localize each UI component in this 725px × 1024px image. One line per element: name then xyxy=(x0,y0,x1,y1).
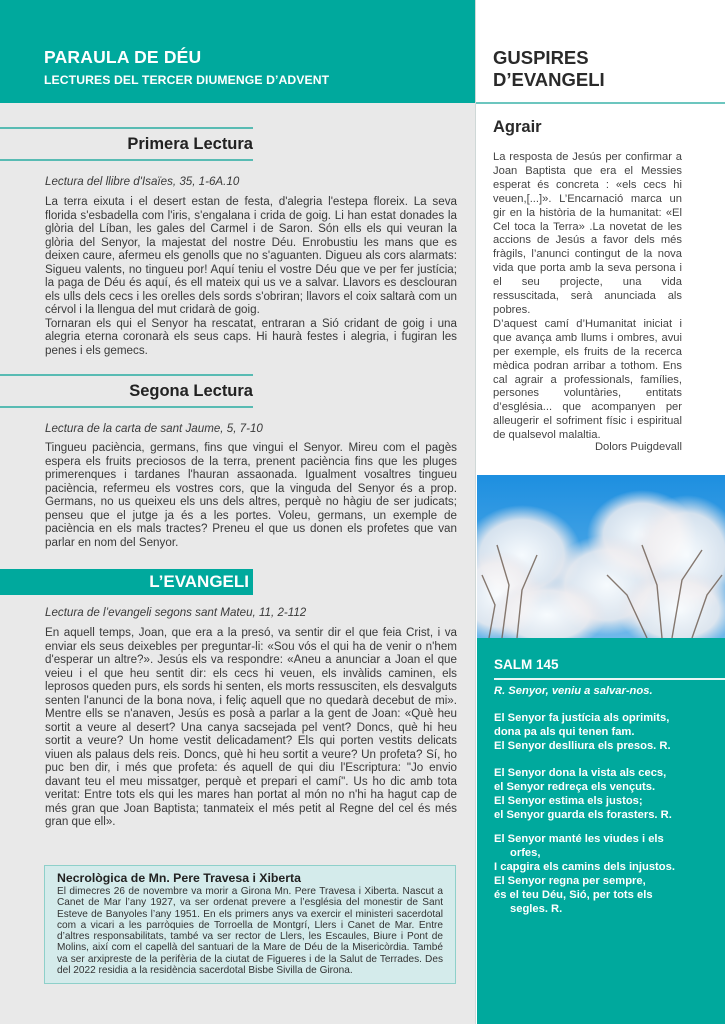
header-banner xyxy=(0,0,475,103)
agrair-signature: Dolors Puigdevall xyxy=(594,441,682,453)
salm-panel xyxy=(477,638,725,1024)
salm-line: El Senyor manté les viudes i els xyxy=(494,833,664,845)
salm-line: dona pa als qui tenen fam. xyxy=(494,725,635,738)
segona-lectura-text xyxy=(45,441,457,549)
salm-response: R. Senyor, veniu a salvar-nos. xyxy=(494,685,653,697)
primera-lectura-heading xyxy=(0,127,253,161)
sidebar-title-line1: GUSPIRES xyxy=(493,47,589,68)
sidebar-title-line2: D’EVANGELI xyxy=(493,69,605,90)
snowy-trees-photo xyxy=(477,475,725,638)
salm-stanza-1 xyxy=(494,712,719,754)
evangeli-heading xyxy=(0,569,253,595)
segona-lectura-heading xyxy=(0,374,253,408)
segona-lectura-reference: Lectura de la carta de sant Jaume, 5, 7-10 xyxy=(45,422,263,435)
necrologica-box xyxy=(44,865,456,984)
salm-line: el Senyor guarda els forasters. R. xyxy=(494,808,672,821)
salm-line: I capgira els camins dels injustos. xyxy=(494,860,675,873)
agrair-title: Agrair xyxy=(493,118,542,136)
evangeli-reference: Lectura de l’evangeli segons sant Mateu, 11, 2-112 xyxy=(45,606,307,619)
salm-line: El Senyor deslliura els presos. R. xyxy=(494,739,671,752)
salm-line: El Senyor fa justícia als oprimits, xyxy=(494,712,670,724)
paragraph: En aquell temps, Joan, que era a la presó, va sentir dir el que feia Crist, i va enviar els seus deixebles per preguntar-li: «Sou vós el qui ha de venir o n'hem d'esperar un altre?». Jesús els va respondre: «Aneu a anunciar a Joan el que veieu i el que heu sentit dir: els cecs hi veuen, els invàlids caminen, els leprosos queden purs, els sords hi senten, els morts ressusciten, els desvalguts senten l'anunci de la bona nova, i feliç aquell que no quedarà decebut de mi». Mentre ells se n'anaven, Jesús es posà a parlar a la gent de Joan: «Què heu sortit a veure al desert? Una canya sacsejada pel vent? Doncs, què hi heu sortit a veure? Un home vestit delicadament? Els qui porten vestits delicats viuen als palaus dels reis. Doncs, què hi heu sortit a veure? Un profeta? Sí, ho puc ben dir, i més que profeta: és aquell de qui diu l'Escriptura: "Jo envio davant teu el meu missatger, perquè et prepari el camí". Us ho dic amb tota veritat: Entre tots els qui les mares han portat al món no n'hi ha hagut cap de més gran que Joan Baptista; tanmateix el més petit al Regne del cel és més gran que ell». xyxy=(45,626,457,828)
salm-line: orfes, xyxy=(510,846,541,859)
primera-lectura-text xyxy=(45,195,457,357)
section-title: Segona Lectura xyxy=(129,382,253,400)
agrair-text xyxy=(493,151,682,443)
column-divider xyxy=(475,0,476,1024)
salm-stanza-2 xyxy=(494,767,719,823)
paragraph: La resposta de Jesús per confirmar a Joan Baptista que era el Messies esperat és concreta : «els cecs hi veuen,[...]». L’Encarnació marca un gir en la història de la humanitat: «El Cel toca la Terra» .La novetat de les accions de Jesús a favor dels més fràgils, l’anunci contingut de la nova vida que porta amb la seva persona i el seu projecte, una vida ressuscitada, serà anunciada als pobres. xyxy=(493,151,682,316)
salm-line: El Senyor regna per sempre, xyxy=(494,874,646,887)
primera-lectura-reference: Lectura del llibre d'Isaïes, 35, 1-6A.10 xyxy=(45,175,240,188)
salm-line: segles. R. xyxy=(510,902,563,915)
necrologica-text: El dimecres 26 de novembre va morir a Girona Mn. Pere Travesa i Xiberta. Nascut a Canet de Mar l’any 1927, va ser ordenat prevere a l’església del monestir de Sant Esteve de Banyoles l’any 1951. En els primers anys va exercir el ministeri sacerdotal com a vicari a les parròquies de Torroella de Montgrí, Llers i Canet de Mar. Entre d’altres responsabilitats, també va ser rector de Llers, les Escaules, Biure i Pont de Molins, així com el capellà del santuari de la Mare de Déu de la Misericòrdia. També va ser arxipreste de la perifèria de la ciutat de Figueres i de la Salut de Terrades. Des del 2022 residia a la residència sacerdotal Bisbe Sivilla de Girona. xyxy=(57,886,443,977)
necrologica-title: Necrològica de Mn. Pere Travesa i Xiberta xyxy=(57,871,301,885)
salm-line: el Senyor redreça els vençuts. xyxy=(494,780,656,793)
sidebar-header xyxy=(476,0,725,104)
salm-divider xyxy=(494,678,725,680)
salm-line: El Senyor dona la vista als cecs, xyxy=(494,767,667,779)
salm-line: El Senyor estima els justos; xyxy=(494,794,643,807)
evangeli-text xyxy=(45,626,457,829)
page-title: PARAULA DE DÉU xyxy=(44,47,202,67)
salm-stanza-3 xyxy=(494,833,719,916)
section-title: Primera Lectura xyxy=(127,135,253,153)
page-subtitle: LECTURES DEL TERCER DIUMENGE D’ADVENT xyxy=(44,73,330,87)
salm-title: SALM 145 xyxy=(494,657,559,672)
section-title: L’EVANGELI xyxy=(149,572,249,591)
salm-line: és el teu Déu, Sió, per tots els xyxy=(494,888,653,901)
paragraph: Tornaran els qui el Senyor ha rescatat, entraran a Sió cridant de goig i una alegria eterna coronarà els seus caps. Hi haurà festes i alegria, i fugiran les penes i els gemecs. xyxy=(45,316,457,357)
paragraph: Tingueu paciència, germans, fins que vingui el Senyor. Mireu com el pagès espera els fruits preciosos de la terra, prenent paciència fins que les pluges primerenques i tardanes l'hauran assaonada. Igualment vosaltres tingueu paciència, refermeu els vostres cors, que la vinguda del Senyor és a prop. Germans, no us queixeu els uns dels altres, perquè no hàgiu de ser judicats; penseu que el jutge ja és a les portes. Voleu, germans, un exemple de paciència en els mals tractes? Preneu el que us donen els profetes que van parlar en nom del Senyor. xyxy=(45,441,457,549)
paragraph: La terra eixuta i el desert estan de festa, d'alegria l'estepa floreix. La seva florida s'esbadella com l'iris, s'engalana i crida de goig. Li han estat donades la glòria del Líban, les gales del Carmel i de Saron. Són ells els qui veuran la glòria del Senyor, la majestat del nostre Déu. Enrobustiu les mans que es deixen caure, afermeu els genolls que no s'aguanten. Digueu als cors alarmats: Sigueu valents, no tingueu por! Aquí teniu el vostre Déu que ve per fer justícia; la paga de Déu és aquí, és ell mateix qui us ve a salvar. Llavors es desclouran els ulls dels cecs i les orelles dels sords s'obriran; llavors el coix saltarà com un cérvol i la llengua del mut cridarà de goig. xyxy=(45,195,457,316)
paragraph: D’aquest camí d’Humanitat iniciat i que avança amb llums i ombres, avui per exemple, els fruits de la recerca mèdica podran arribar a tothom. Ens cal agrair a professionals, famílies, persones voluntàries, entitats d’església... que acompanyen per alleugerir el sofriment físic i espiritual de qualsevol malaltia. xyxy=(493,317,682,442)
sidebar-title xyxy=(493,47,605,91)
